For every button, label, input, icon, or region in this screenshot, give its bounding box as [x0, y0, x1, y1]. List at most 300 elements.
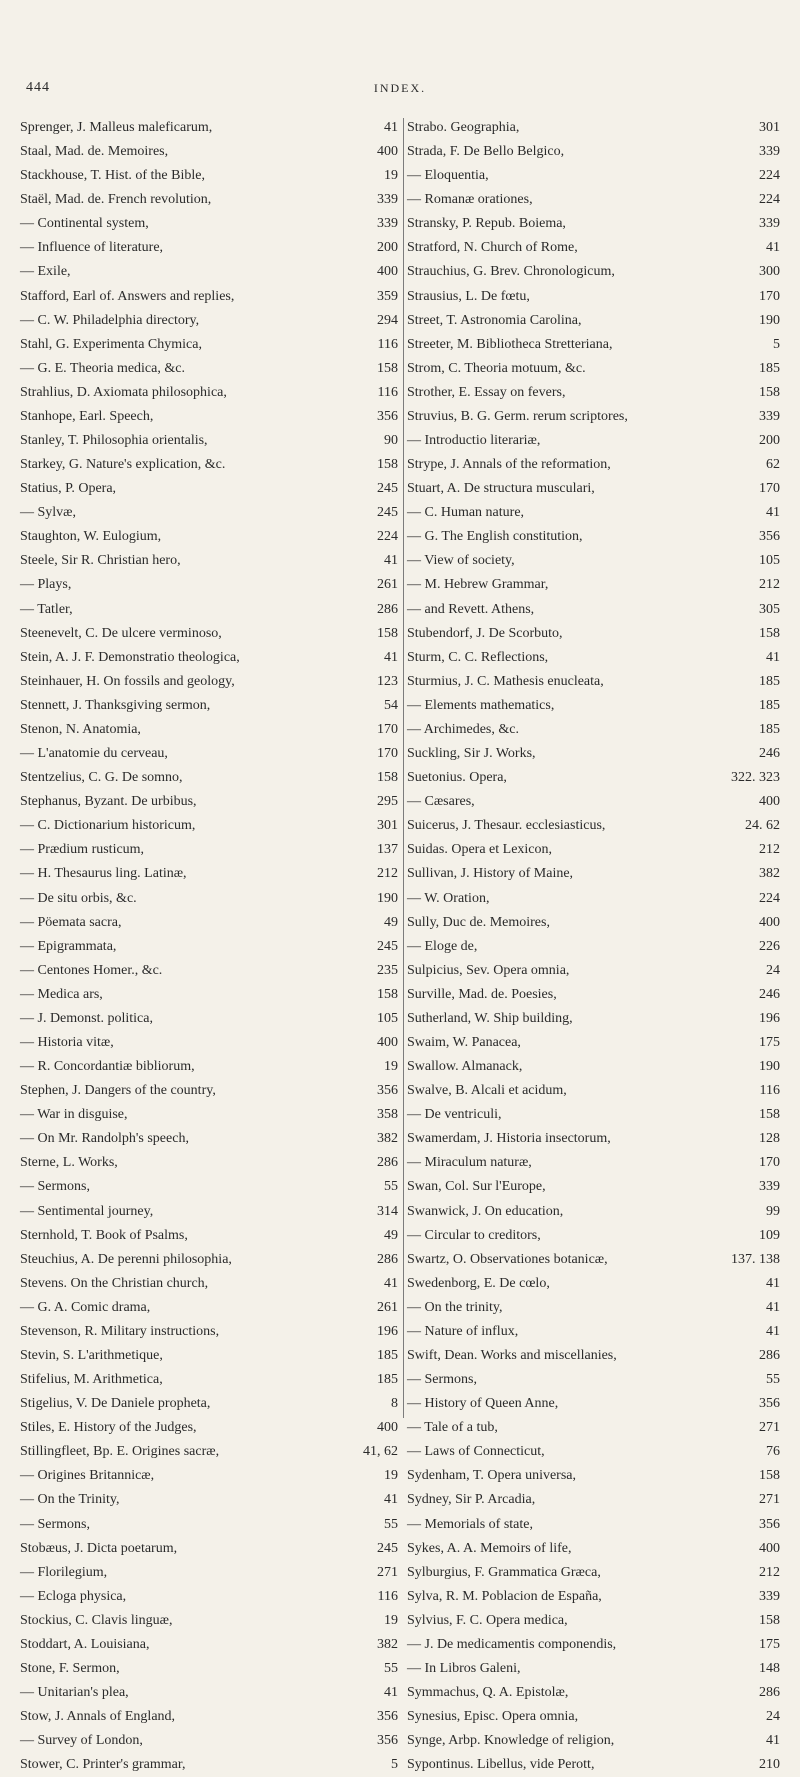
index-entry-text: Staal, Mad. de. Memoires,: [20, 144, 169, 160]
index-entry-text: Stubendorf, J. De Scorbuto,: [407, 625, 563, 641]
index-entry-row: [407, 1200, 780, 1224]
index-entry-row: [20, 622, 398, 646]
index-entry-text: Sylva, R. M. Poblacion de España,: [407, 1588, 602, 1604]
index-entry-row: [407, 935, 780, 959]
index-entry-row: [407, 260, 780, 284]
index-entry-row: [407, 670, 780, 694]
index-column-left: [20, 116, 398, 1777]
index-entry-row: [407, 333, 780, 357]
index-entry-row: [20, 477, 398, 501]
index-entry-text: — Sentimental journey,: [20, 1203, 154, 1219]
index-entry-text: — Exile,: [20, 264, 71, 280]
index-entry-text: — In Libros Galeni,: [407, 1661, 521, 1676]
index-entry-row: [20, 1537, 398, 1561]
index-page-ref: 55: [384, 1179, 398, 1195]
index-entry-text: Stenon, N. Anatomia,: [20, 721, 141, 737]
index-entry-text: Symmachus, Q. A. Epistolæ,: [407, 1685, 569, 1701]
index-entry-text: Suckling, Sir J. Works,: [407, 746, 536, 762]
index-entry-text: — Sermons,: [407, 1372, 477, 1388]
index-entry-row: [407, 116, 780, 140]
index-page-ref: 19: [384, 168, 398, 184]
index-entry-text: — Centones Homer., &c.: [20, 962, 163, 978]
index-entry-text: Sydney, Sir P. Arcadia,: [407, 1492, 536, 1508]
index-page-ref: 286: [377, 601, 398, 617]
index-entry-text: — W. Oration,: [407, 890, 490, 906]
index-entry-text: Strausius, L. De fœtu,: [407, 288, 530, 304]
index-entry-row: [20, 646, 398, 670]
index-entry-text: Stennett, J. Thanksgiving sermon,: [20, 697, 211, 713]
index-entry-text: Suidas. Opera et Lexicon,: [407, 842, 553, 858]
index-entry-row: [407, 357, 780, 381]
index-entry-text: — Historia vitæ,: [20, 1034, 114, 1050]
index-entry-row: [407, 1392, 780, 1416]
index-entry-row: [20, 1513, 398, 1537]
index-page-ref: 5: [391, 1757, 398, 1773]
index-entry-row: [407, 1513, 780, 1537]
index-page-ref: 109: [759, 1227, 780, 1243]
index-page-ref: 185: [759, 673, 780, 689]
index-entry-row: [20, 1705, 398, 1729]
index-page-ref: 245: [377, 938, 398, 954]
index-entry-row: [20, 1681, 398, 1705]
index-page-ref: 116: [759, 1083, 780, 1099]
index-entry-text: Strada, F. De Bello Belgico,: [407, 144, 565, 160]
index-entry-row: [407, 1633, 780, 1657]
index-page-ref: 137: [377, 842, 398, 858]
index-entry-row: [407, 1103, 780, 1127]
index-page-ref: 158: [377, 360, 398, 376]
index-page-ref: 246: [759, 746, 780, 762]
index-entry-row: [407, 1464, 780, 1488]
index-entry-text: Strabo. Geographia,: [407, 120, 520, 135]
index-entry-row: [407, 1729, 780, 1753]
index-page-ref: 158: [377, 457, 398, 473]
index-entry-text: — and Revett. Athens,: [407, 601, 535, 617]
index-entry-row: [20, 1488, 398, 1512]
index-page-ref: 339: [377, 216, 398, 232]
index-page-ref: 148: [759, 1661, 780, 1676]
index-page-ref: 190: [759, 1059, 780, 1075]
index-page-ref: 170: [377, 721, 398, 737]
index-page-ref: 212: [759, 1564, 780, 1580]
index-entry-text: — Laws of Connecticut,: [407, 1444, 545, 1460]
index-page-ref: 62: [766, 457, 780, 473]
index-entry-row: [20, 381, 398, 405]
index-entry-row: [407, 405, 780, 429]
index-page-ref: 41: [766, 1299, 780, 1315]
index-page-ref: 245: [377, 505, 398, 521]
index-entry-text: — On Mr. Randolph's speech,: [20, 1131, 189, 1147]
index-page-ref: 245: [377, 1540, 398, 1556]
index-entry-text: — J. Demonst. politica,: [20, 1010, 153, 1026]
index-page-ref: 175: [759, 1034, 780, 1050]
index-entry-row: [407, 959, 780, 983]
index-entry-row: [20, 935, 398, 959]
index-entry-text: Sylvius, F. C. Opera medica,: [407, 1612, 568, 1628]
index-page-ref: 170: [759, 1155, 780, 1171]
index-page-ref: 76: [766, 1444, 780, 1460]
index-entry-text: Suicerus, J. Thesaur. ecclesiasticus,: [407, 818, 606, 834]
column-divider: [403, 118, 404, 1418]
index-entry-text: — G. E. Theoria medica, &c.: [20, 360, 185, 376]
index-entry-text: Sterne, L. Works,: [20, 1155, 118, 1171]
index-entry-row: [20, 1633, 398, 1657]
index-entry-text: Stein, A. J. F. Demonstratio theologica,: [20, 649, 240, 665]
index-entry-row: [407, 646, 780, 670]
index-page-ref: 55: [384, 1661, 398, 1676]
index-entry-text: Strahlius, D. Axiomata philosophica,: [20, 384, 227, 400]
index-entry-text: — Epigrammata,: [20, 938, 117, 954]
index-entry-text: Stahl, G. Experimenta Chymica,: [20, 336, 202, 352]
index-entry-row: [20, 1031, 398, 1055]
index-page-ref: 41: [766, 1275, 780, 1291]
index-entry-row: [407, 766, 780, 790]
index-page-ref: 200: [759, 433, 780, 449]
index-entry-text: Stillingfleet, Bp. E. Origines sacræ,: [20, 1444, 220, 1460]
index-page-ref: 41: [384, 1685, 398, 1701]
index-entry-row: [20, 1248, 398, 1272]
index-entry-row: [20, 285, 398, 309]
index-entry-row: [407, 598, 780, 622]
index-entry-row: [407, 790, 780, 814]
index-page-ref: 322. 323: [731, 770, 780, 786]
index-entry-text: Synesius, Episc. Opera omnia,: [407, 1709, 579, 1725]
index-entry-text: Swan, Col. Sur l'Europe,: [407, 1179, 546, 1195]
index-entry-row: [407, 887, 780, 911]
index-entry-row: [20, 670, 398, 694]
index-entry-text: — Sermons,: [20, 1516, 90, 1532]
index-page-ref: 382: [377, 1131, 398, 1147]
index-page-ref: 185: [759, 360, 780, 376]
index-entry-text: Swanwick, J. On education,: [407, 1203, 564, 1219]
index-entry-text: Steuchius, A. De perenni philosophia,: [20, 1251, 232, 1267]
index-entry-text: Sypontinus. Libellus, vide Perott,: [407, 1757, 595, 1773]
index-entry-text: Sullivan, J. History of Maine,: [407, 866, 574, 882]
index-entry-row: [20, 164, 398, 188]
index-entry-row: [407, 1681, 780, 1705]
index-page-ref: 116: [377, 336, 398, 352]
index-entry-row: [20, 116, 398, 140]
index-page-ref: 116: [377, 1588, 398, 1604]
index-page-ref: 314: [377, 1203, 398, 1219]
page-number: 444: [26, 80, 50, 95]
index-page-ref: 41: [766, 1733, 780, 1749]
index-entry-row: [20, 236, 398, 260]
index-entry-text: — Sermons,: [20, 1179, 90, 1195]
index-page-ref: 305: [759, 601, 780, 617]
index-page-ref: 19: [384, 1612, 398, 1628]
index-entry-text: Surville, Mad. de. Poesies,: [407, 986, 557, 1002]
index-entry-text: Stiles, E. History of the Judges,: [20, 1420, 197, 1436]
index-entry-row: [20, 1103, 398, 1127]
index-entry-row: [407, 1705, 780, 1729]
index-entry-row: [407, 838, 780, 862]
index-page-ref: 170: [759, 481, 780, 497]
index-entry-text: — De ventriculi,: [407, 1107, 502, 1123]
index-entry-row: [407, 1272, 780, 1296]
index-page-ref: 226: [759, 938, 780, 954]
index-entry-row: [407, 1344, 780, 1368]
index-entry-text: — Archimedes, &c.: [407, 721, 519, 737]
index-entry-text: Strother, E. Essay on fevers,: [407, 384, 566, 400]
index-entry-row: [407, 1248, 780, 1272]
index-entry-text: Strype, J. Annals of the reformation,: [407, 457, 611, 473]
index-page-ref: 356: [377, 408, 398, 424]
index-entry-text: Stevenson, R. Military instructions,: [20, 1323, 220, 1339]
index-page-ref: 301: [377, 818, 398, 834]
index-page-ref: 41: [384, 1492, 398, 1508]
index-entry-text: Sydenham, T. Opera universa,: [407, 1468, 576, 1484]
index-page-ref: 339: [759, 144, 780, 160]
index-entry-row: [407, 862, 780, 886]
index-entry-text: — Eloquentia,: [407, 168, 489, 184]
index-page-ref: 41: [766, 505, 780, 521]
index-entry-row: [20, 1464, 398, 1488]
index-entry-text: Steenevelt, C. De ulcere verminoso,: [20, 625, 222, 641]
index-page-ref: 356: [759, 529, 780, 545]
index-entry-row: [20, 333, 398, 357]
index-page-ref: 123: [377, 673, 398, 689]
index-page-ref: 185: [377, 1372, 398, 1388]
index-entry-text: Sutherland, W. Ship building,: [407, 1010, 573, 1026]
index-page-ref: 400: [759, 1540, 780, 1556]
index-entry-row: [407, 164, 780, 188]
index-page-ref: 295: [377, 794, 398, 810]
index-entry-text: Sykes, A. A. Memoirs of life,: [407, 1540, 572, 1556]
index-entry-row: [407, 236, 780, 260]
index-entry-text: — On the Trinity,: [20, 1492, 120, 1508]
index-entry-text: — C. W. Philadelphia directory,: [20, 312, 200, 328]
index-page-ref: 224: [759, 192, 780, 208]
index-entry-row: [407, 1079, 780, 1103]
index-entry-row: [407, 1055, 780, 1079]
index-page-ref: 359: [377, 288, 398, 304]
index-entry-text: — C. Human nature,: [407, 505, 525, 521]
index-entry-text: — M. Hebrew Grammar,: [407, 577, 549, 593]
index-entry-row: [20, 1296, 398, 1320]
index-page-ref: 41: [766, 240, 780, 256]
index-page-ref: 400: [377, 1034, 398, 1050]
index-entry-row: [20, 1416, 398, 1440]
index-entry-text: — J. De medicamentis componendis,: [407, 1636, 617, 1652]
index-page-ref: 190: [377, 890, 398, 906]
index-entry-row: [407, 1561, 780, 1585]
index-entry-row: [20, 501, 398, 525]
index-entry-text: Stevens. On the Christian church,: [20, 1275, 209, 1291]
index-entry-text: — L'anatomie du cerveau,: [20, 746, 168, 762]
index-entry-row: [407, 1657, 780, 1681]
index-entry-row: [20, 1753, 398, 1777]
index-entry-text: — History of Queen Anne,: [407, 1396, 559, 1412]
index-entry-text: — Unitarian's plea,: [20, 1685, 129, 1701]
index-entry-row: [20, 983, 398, 1007]
index-page-ref: 158: [759, 1107, 780, 1123]
index-entry-text: Swartz, O. Observationes botanicæ,: [407, 1251, 608, 1267]
index-entry-row: [407, 1175, 780, 1199]
index-entry-row: [20, 1272, 398, 1296]
index-entry-row: [407, 983, 780, 1007]
index-entry-text: Swift, Dean. Works and miscellanies,: [407, 1347, 617, 1363]
index-entry-text: Sylburgius, F. Grammatica Græca,: [407, 1564, 601, 1580]
index-page-ref: 246: [759, 986, 780, 1002]
index-page-ref: 339: [759, 216, 780, 232]
index-entry-row: [20, 766, 398, 790]
index-entry-row: [20, 1127, 398, 1151]
index-entry-row: [20, 1344, 398, 1368]
index-entry-text: Stone, F. Sermon,: [20, 1661, 120, 1676]
index-entry-row: [20, 1585, 398, 1609]
index-entry-row: [407, 1007, 780, 1031]
index-page-ref: 24: [766, 1709, 780, 1725]
index-entry-text: — H. Thesaurus ling. Latinæ,: [20, 866, 187, 882]
index-page-ref: 286: [377, 1155, 398, 1171]
index-page-ref: 400: [377, 144, 398, 160]
index-entry-row: [407, 429, 780, 453]
index-page-ref: 339: [377, 192, 398, 208]
index-entry-text: Steinhauer, H. On fossils and geology,: [20, 673, 235, 689]
index-entry-text: — Miraculum naturæ,: [407, 1155, 532, 1171]
index-page-ref: 356: [377, 1733, 398, 1749]
index-entry-row: [20, 1079, 398, 1103]
index-entry-text: Struvius, B. G. Germ. rerum scriptores,: [407, 408, 628, 424]
index-entry-text: — Introductio literariæ,: [407, 433, 541, 449]
index-entry-text: Stafford, Earl of. Answers and replies,: [20, 288, 235, 304]
index-entry-text: Stransky, P. Repub. Boiema,: [407, 216, 566, 232]
index-entry-text: Swallow. Almanack,: [407, 1059, 523, 1075]
index-page-ref: 212: [759, 577, 780, 593]
index-entry-text: — Elements mathematics,: [407, 697, 555, 713]
index-entry-text: Sternhold, T. Book of Psalms,: [20, 1227, 188, 1243]
index-page-ref: 286: [759, 1347, 780, 1363]
index-entry-row: [20, 1320, 398, 1344]
index-page-ref: 190: [759, 312, 780, 328]
index-page-ref: 271: [759, 1420, 780, 1436]
index-entry-text: Stoddart, A. Louisiana,: [20, 1636, 150, 1652]
index-entry-row: [20, 1055, 398, 1079]
index-entry-text: Stockius, C. Clavis linguæ,: [20, 1612, 173, 1628]
index-page-ref: 224: [377, 529, 398, 545]
index-page-ref: 55: [766, 1372, 780, 1388]
index-entry-row: [20, 790, 398, 814]
index-page-ref: 400: [759, 794, 780, 810]
index-entry-row: [407, 911, 780, 935]
index-entry-text: Stanhope, Earl. Speech,: [20, 408, 154, 424]
index-entry-text: Staël, Mad. de. French revolution,: [20, 192, 212, 208]
index-entry-text: — Prædium rusticum,: [20, 842, 145, 858]
index-entry-row: [407, 1488, 780, 1512]
index-entry-text: — Nature of influx,: [407, 1323, 519, 1339]
index-entry-row: [407, 718, 780, 742]
index-entry-text: Stevin, S. L'arithmetique,: [20, 1347, 163, 1363]
index-page-ref: 5: [773, 336, 780, 352]
index-page-ref: 49: [384, 1227, 398, 1243]
index-page-ref: 300: [759, 264, 780, 280]
index-page-ref: 339: [759, 1588, 780, 1604]
index-entry-row: [407, 1151, 780, 1175]
index-entry-row: [20, 742, 398, 766]
index-entry-row: [20, 1657, 398, 1681]
index-entry-row: [20, 140, 398, 164]
index-entry-row: [20, 1224, 398, 1248]
index-entry-text: — Florilegium,: [20, 1564, 108, 1580]
index-entry-text: Sprenger, J. Malleus maleficarum,: [20, 120, 213, 135]
index-page-ref: 339: [759, 1179, 780, 1195]
index-entry-row: [407, 1320, 780, 1344]
index-page-ref: 105: [377, 1010, 398, 1026]
index-entry-text: Sully, Duc de. Memoires,: [407, 914, 550, 930]
index-page-ref: 170: [759, 288, 780, 304]
index-page-ref: 400: [377, 1420, 398, 1436]
index-entry-text: — Plays,: [20, 577, 72, 593]
index-page-ref: 261: [377, 577, 398, 593]
index-entry-row: [407, 694, 780, 718]
index-entry-text: — Tatler,: [20, 601, 73, 617]
index-entry-row: [20, 718, 398, 742]
index-page-ref: 105: [759, 553, 780, 569]
index-page-ref: 24. 62: [745, 818, 780, 834]
index-entry-text: Swamerdam, J. Historia insectorum,: [407, 1131, 611, 1147]
index-page-ref: 301: [759, 120, 780, 135]
index-entry-text: Swalve, B. Alcali et acidum,: [407, 1083, 567, 1099]
index-entry-row: [407, 477, 780, 501]
index-entry-row: [407, 742, 780, 766]
index-entry-row: [20, 1609, 398, 1633]
index-entry-text: — C. Dictionarium historicum,: [20, 818, 196, 834]
index-entry-text: — Memorials of state,: [407, 1516, 533, 1532]
index-entry-row: [20, 959, 398, 983]
index-page-ref: 158: [759, 1468, 780, 1484]
index-page-ref: 245: [377, 481, 398, 497]
index-entry-text: — R. Concordantiæ bibliorum,: [20, 1059, 195, 1075]
index-page-ref: 49: [384, 914, 398, 930]
index-entry-text: Stifelius, M. Arithmetica,: [20, 1372, 163, 1388]
index-page-ref: 400: [759, 914, 780, 930]
index-entry-text: — Origines Britannicæ,: [20, 1468, 155, 1484]
index-entry-row: [20, 1561, 398, 1585]
index-entry-row: [407, 1031, 780, 1055]
index-page-ref: 41: [384, 120, 398, 135]
index-entry-text: — Eloge de,: [407, 938, 478, 954]
index-entry-row: [407, 140, 780, 164]
index-page-ref: 158: [759, 625, 780, 641]
index-entry-text: Strom, C. Theoria motuum, &c.: [407, 360, 586, 376]
index-entry-text: Steele, Sir R. Christian hero,: [20, 553, 181, 569]
index-page-ref: 382: [377, 1636, 398, 1652]
index-entry-text: Suetonius. Opera,: [407, 770, 507, 786]
index-page-ref: 212: [759, 842, 780, 858]
index-entry-row: [20, 309, 398, 333]
index-entry-row: [20, 525, 398, 549]
index-entry-row: [20, 1368, 398, 1392]
index-entry-text: — Tale of a tub,: [407, 1420, 498, 1436]
index-entry-text: Stephanus, Byzant. De urbibus,: [20, 794, 197, 810]
index-page-ref: 235: [377, 962, 398, 978]
index-page-ref: 210: [759, 1757, 780, 1773]
index-entry-text: Swedenborg, E. De cœlo,: [407, 1275, 550, 1291]
index-page-ref: 261: [377, 1299, 398, 1315]
index-entry-text: — Pöemata sacra,: [20, 914, 122, 930]
index-entry-row: [20, 911, 398, 935]
index-entry-text: — Circular to creditors,: [407, 1227, 541, 1243]
index-entry-text: — G. A. Comic drama,: [20, 1299, 151, 1315]
index-entry-row: [20, 573, 398, 597]
index-entry-row: [407, 549, 780, 573]
index-entry-row: [407, 1224, 780, 1248]
index-entry-text: — G. The English constitution,: [407, 529, 583, 545]
index-entry-text: — War in disguise,: [20, 1107, 128, 1123]
index-page-ref: 382: [759, 866, 780, 882]
index-entry-row: [20, 188, 398, 212]
